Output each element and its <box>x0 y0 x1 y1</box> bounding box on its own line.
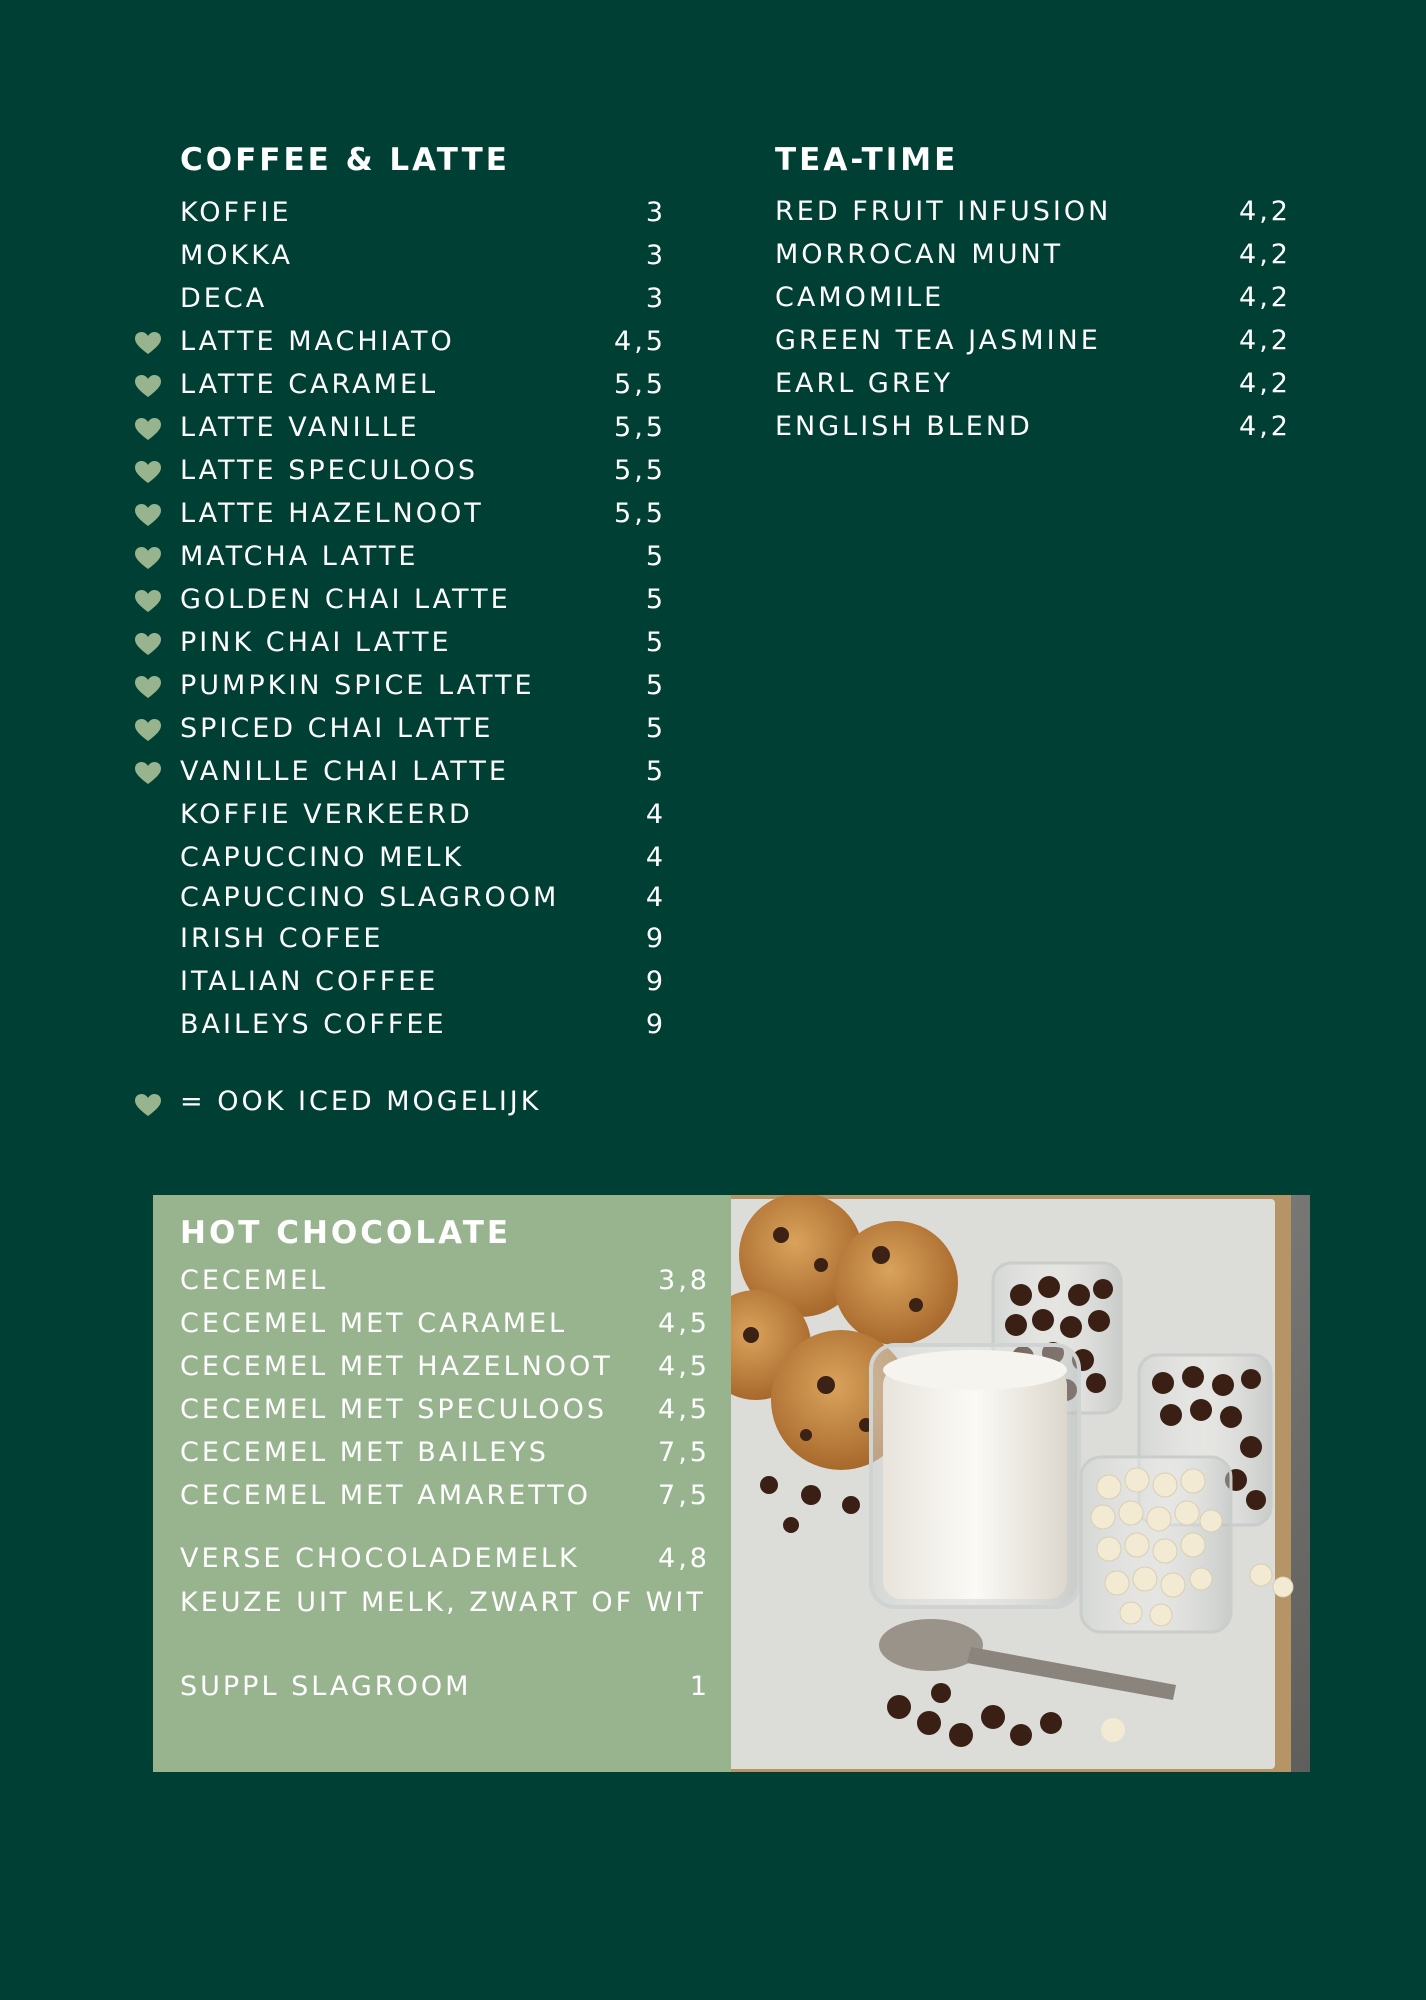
heart-icon <box>134 503 162 527</box>
menu-item-price: 4,2 <box>1239 196 1291 227</box>
menu-item-price: 4,2 <box>1239 325 1291 356</box>
menu-item-name: VANILLE CHAI LATTE <box>180 756 509 787</box>
menu-item-name: KOFFIE <box>180 197 292 228</box>
heart-icon <box>134 761 162 785</box>
menu-item-name: CECEMEL MET BAILEYS <box>180 1437 549 1468</box>
menu-item-name: GREEN TEA JASMINE <box>775 325 1101 356</box>
menu-item-price: 5 <box>645 670 666 701</box>
menu-item-price: 5,5 <box>614 412 666 443</box>
menu-item-name: BAILEYS COFFEE <box>180 1009 447 1040</box>
menu-item-name: LATTE HAZELNOOT <box>180 498 484 529</box>
menu-item-price: 5 <box>645 756 666 787</box>
menu-item-price: 5 <box>645 584 666 615</box>
menu-item-row <box>180 707 666 750</box>
hot-chocolate-list <box>180 1259 710 1517</box>
menu-item-price: 9 <box>645 966 666 997</box>
menu-item-price: 5,5 <box>614 455 666 486</box>
menu-item-name: DECA <box>180 283 268 314</box>
menu-item-row <box>180 621 666 664</box>
menu-item-price: 3 <box>645 240 666 271</box>
menu-item-row <box>775 190 1291 233</box>
menu-item-name: CECEMEL MET AMARETTO <box>180 1480 592 1511</box>
menu-item-row <box>180 879 666 917</box>
menu-item-row <box>180 277 666 320</box>
menu-item-name: CAPUCCINO MELK <box>180 842 465 873</box>
menu-item-row <box>180 492 666 535</box>
menu-item-price: 4,5 <box>658 1351 710 1382</box>
hot-chocolate-heading: HOT CHOCOLATE <box>180 1215 512 1251</box>
menu-item-price: 7,5 <box>658 1437 710 1468</box>
menu-item-name: CAPUCCINO SLAGROOM <box>180 882 560 913</box>
menu-item-price: 4,2 <box>1239 368 1291 399</box>
menu-item-row <box>180 1302 710 1345</box>
menu-item-row <box>775 319 1291 362</box>
menu-item-row <box>180 917 666 960</box>
legend-text: = OOK ICED MOGELIJK <box>180 1086 542 1117</box>
fresh-chocolate-note: KEUZE UIT MELK, ZWART OF WIT <box>180 1587 706 1618</box>
menu-item-price: 4 <box>645 799 666 830</box>
menu-item-name: CECEMEL MET HAZELNOOT <box>180 1351 613 1382</box>
menu-item-price: 5 <box>645 713 666 744</box>
heart-icon <box>134 546 162 570</box>
menu-item-row <box>180 1259 710 1302</box>
menu-item-row <box>180 449 666 492</box>
tea-time-list <box>775 190 1291 448</box>
menu-item-price: 4,5 <box>614 326 666 357</box>
menu-item-price: 1 <box>689 1671 710 1702</box>
menu-item-name: LATTE MACHIATO <box>180 326 455 357</box>
menu-item-name: PUMPKIN SPICE LATTE <box>180 670 535 701</box>
menu-item-name: CECEMEL <box>180 1265 329 1296</box>
menu-item-price: 5 <box>645 627 666 658</box>
menu-item-price: 9 <box>645 923 666 954</box>
menu-item-row <box>180 1388 710 1431</box>
menu-item-price: 5,5 <box>614 498 666 529</box>
menu-item-price: 4 <box>645 882 666 913</box>
menu-item-price: 9 <box>645 1009 666 1040</box>
menu-item-row <box>180 793 666 836</box>
menu-item-name: KOFFIE VERKEERD <box>180 799 473 830</box>
menu-item-row <box>180 234 666 277</box>
heart-icon <box>134 417 162 441</box>
menu-item-row <box>775 362 1291 405</box>
menu-item-name: VERSE CHOCOLADEMELK <box>180 1543 580 1574</box>
menu-item-name: SUPPL SLAGROOM <box>180 1671 472 1702</box>
menu-item-price: 5,5 <box>614 369 666 400</box>
menu-item-price: 3 <box>645 197 666 228</box>
menu-item-name: CAMOMILE <box>775 282 945 313</box>
menu-item-row <box>180 1003 666 1046</box>
menu-item-name: MOKKA <box>180 240 293 271</box>
menu-item-name: SPICED CHAI LATTE <box>180 713 494 744</box>
menu-item-row <box>180 960 666 1003</box>
menu-item-name: LATTE VANILLE <box>180 412 420 443</box>
heart-icon <box>134 331 162 355</box>
tea-time-heading: TEA-TIME <box>775 142 959 178</box>
menu-item-row <box>180 664 666 707</box>
menu-item-price: 4,2 <box>1239 411 1291 442</box>
iced-legend <box>180 1086 541 1117</box>
menu-item-price: 7,5 <box>658 1480 710 1511</box>
coffee-latte-heading: COFFEE & LATTE <box>180 142 510 178</box>
menu-item-row <box>180 578 666 621</box>
menu-item-price: 4,5 <box>658 1308 710 1339</box>
menu-item-name: CECEMEL MET CARAMEL <box>180 1308 568 1339</box>
menu-item-row <box>180 535 666 578</box>
whipped-cream-row <box>180 1665 710 1708</box>
heart-icon <box>134 460 162 484</box>
menu-item-name: PINK CHAI LATTE <box>180 627 452 658</box>
menu-item-row <box>180 1431 710 1474</box>
menu-item-row <box>775 276 1291 319</box>
menu-item-row <box>180 750 666 793</box>
menu-item-row <box>775 405 1291 448</box>
heart-icon <box>134 675 162 699</box>
menu-item-price: 3 <box>645 283 666 314</box>
menu-item-name: ITALIAN COFFEE <box>180 966 439 997</box>
menu-item-price: 4,2 <box>1239 282 1291 313</box>
heart-icon <box>134 589 162 613</box>
menu-item-row <box>180 1345 710 1388</box>
menu-item-row <box>180 363 666 406</box>
menu-item-row <box>775 233 1291 276</box>
menu-item-row <box>180 191 666 234</box>
menu-item-row <box>180 836 666 879</box>
menu-item-name: EARL GREY <box>775 368 954 399</box>
hot-chocolate-panel <box>153 1195 731 1772</box>
coffee-latte-list <box>180 191 666 1046</box>
milk-cookies-chocolate-photo <box>731 1195 1310 1772</box>
menu-item-price: 4 <box>645 842 666 873</box>
menu-item-name: LATTE SPECULOOS <box>180 455 479 486</box>
menu-item-row <box>180 406 666 449</box>
menu-item-name: LATTE CARAMEL <box>180 369 439 400</box>
menu-item-price: 4,8 <box>658 1543 710 1574</box>
heart-icon <box>134 718 162 742</box>
heart-icon <box>134 1093 162 1117</box>
menu-item-name: MATCHA LATTE <box>180 541 419 572</box>
menu-item-name: RED FRUIT INFUSION <box>775 196 1112 227</box>
heart-icon <box>134 374 162 398</box>
menu-item-name: ENGLISH BLEND <box>775 411 1033 442</box>
menu-item-row <box>180 320 666 363</box>
menu-item-name: GOLDEN CHAI LATTE <box>180 584 511 615</box>
fresh-chocolate-row <box>180 1537 710 1580</box>
menu-item-name: MORROCAN MUNT <box>775 239 1064 270</box>
menu-item-price: 4,5 <box>658 1394 710 1425</box>
menu-item-price: 4,2 <box>1239 239 1291 270</box>
menu-item-row <box>180 1474 710 1517</box>
menu-item-price: 3,8 <box>658 1265 710 1296</box>
menu-item-name: IRISH COFEE <box>180 923 384 954</box>
menu-item-name: CECEMEL MET SPECULOOS <box>180 1394 608 1425</box>
heart-icon <box>134 632 162 656</box>
menu-item-price: 5 <box>645 541 666 572</box>
